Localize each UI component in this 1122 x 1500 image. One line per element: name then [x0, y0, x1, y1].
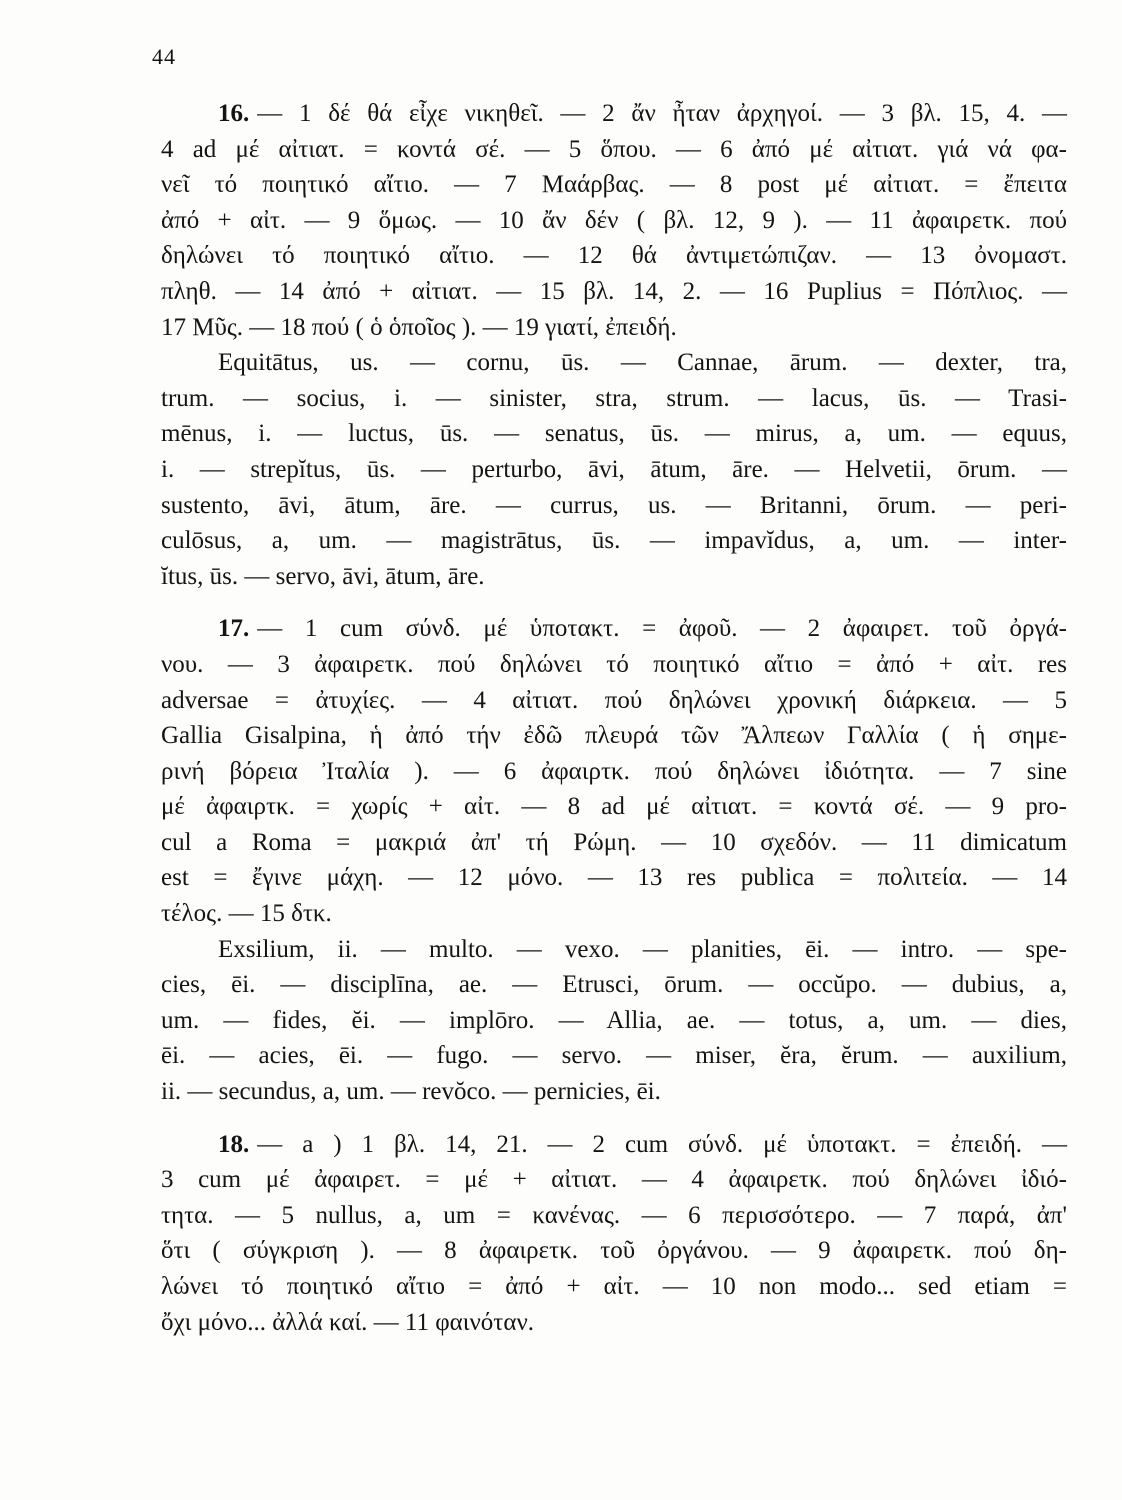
text-line: 17. — 1 cum σύνδ. μέ ὑποτακτ. = ἀφοῦ. — 2 ἀφαιρετ. τοῦ ὀργά- — [218, 615, 1067, 643]
section-gap — [161, 1110, 1067, 1127]
text-line: adversae = ἀτυχίες. — 4 αἰτιατ. πού δηλώνει χρονική διάρκεια. — 5 — [161, 686, 1067, 714]
vocab-line: i. — strepĭtus, ūs. — perturbo, āvi, ātum, āre. — Helvetii, ōrum. — — [161, 455, 1067, 483]
text-line: μέ ἀφαιρτκ. = χωρίς + αἰτ. — 8 ad μέ αἰτιατ. = κοντά σέ. — 9 pro- — [161, 793, 1067, 821]
vocab-line: ii. — secundus, a, um. — revŏco. — pernicies, ēi. — [161, 1078, 661, 1106]
text-line: ρινή βόρεια Ἰταλία ). — 6 ἀφαιρτκ. πού δηλώνει ἰδιότητα. — 7 sine — [161, 757, 1067, 785]
text-line: 4 ad μέ αἰτιατ. = κοντά σέ. — 5 ὅπου. — 6 ἀπό μέ αἰτιατ. γιά νά φα- — [161, 135, 1067, 163]
vocab-line: trum. — socius, i. — sinister, stra, strum. — lacus, ūs. — Trasi- — [161, 384, 1067, 412]
text-line: cul a Roma = μακριά ἀπ' τή Ρώμη. — 10 σχεδόν. — 11 dimicatum — [161, 828, 1067, 856]
vocab-line: culōsus, a, um. — magistrātus, ūs. — impavĭdus, a, um. — inter- — [161, 527, 1067, 555]
section-number: 17. — [218, 615, 250, 643]
vocab-line: Exsilium, ii. — multo. — vexo. — planities, ēi. — intro. — spe- — [218, 935, 1067, 963]
vocab-line: Equitātus, us. — cornu, ūs. — Cannae, ārum. — dexter, tra, — [218, 349, 1067, 377]
text-line: est = ἔγινε μάχη. — 12 μόνο. — 13 res publica = πολιτεία. — 14 — [161, 864, 1067, 892]
section-17 — [161, 611, 1067, 1109]
text-line: ἀπό + αἰτ. — 9 ὅμως. — 10 ἄν δέν ( βλ. 12, 9 ). — 11 ἀφαιρετκ. πού — [161, 206, 1067, 234]
text-line: τητα. — 5 nullus, a, um = κανένας. — 6 περισσότερο. — 7 παρά, ἀπ' — [161, 1201, 1067, 1229]
text-line: λώνει τό ποιητικό αἴτιο = ἀπό + αἰτ. — 10 non modo... sed etiam = — [161, 1273, 1067, 1300]
text-line: 3 cum μέ ἀφαιρετ. = μέ + αἰτιατ. — 4 ἀφαιρετκ. πού δηλώνει ἰδιό- — [161, 1166, 1067, 1194]
page-number: 44 — [152, 44, 176, 69]
section-18 — [161, 1127, 1067, 1341]
text-line: 17 Μῦς. — 18 πού ( ὁ ὁποῖος ). — 19 γιατί, ἐπειδή. — [161, 313, 677, 341]
text-line: νεῖ τό ποιητικό αἴτιο. — 7 Μαάρβας. — 8 post μέ αἰτιατ. = ἔπειτα — [161, 171, 1067, 199]
text-line: πληθ. — 14 ἀπό + αἰτιατ. — 15 βλ. 14, 2. — 16 Puplius = Πόπλιος. — — [161, 277, 1067, 305]
section-number: 18. — [218, 1130, 250, 1158]
vocab-line: sustento, āvi, ātum, āre. — currus, us. — Britanni, ōrum. — peri- — [161, 491, 1067, 519]
vocab-line: ĭtus, ūs. — servo, āvi, ātum, āre. — [161, 562, 485, 590]
vocab-line: um. — fides, ĕi. — implōro. — Allia, ae. — totus, a, um. — dies, — [161, 1006, 1067, 1034]
section-number: 16. — [218, 100, 250, 127]
text-line: 18. — a ) 1 βλ. 14, 21. — 2 cum σύνδ. μέ ὑποτακτ. = ἐπειδή. — — [218, 1130, 1067, 1158]
section-gap — [161, 594, 1067, 611]
text-line: δηλώνει τό ποιητικό αἴτιο. — 12 θά ἀντιμετώπιζαν. — 13 ὀνομαστ. — [161, 242, 1067, 270]
text-line: Gallia Gisalpina, ἡ ἀπό τήν ἐδῶ πλευρά τῶν Ἄλπεων Γαλλία ( ἡ σημε- — [161, 722, 1067, 750]
text-line: ὄχι μόνο... ἀλλά καί. — 11 φαινόταν. — [161, 1308, 534, 1336]
text-line: νου. — 3 ἀφαιρετκ. πού δηλώνει τό ποιητικό αἴτιο = ἀπό + αἰτ. res — [161, 650, 1067, 678]
text-line: 16. — 1 δέ θά εἶχε νικηθεῖ. — 2 ἄν ἦταν ἀρχηγοί. — 3 βλ. 15, 4. — — [218, 100, 1067, 127]
vocab-line: ēi. — acies, ēi. — fugo. — servo. — miser, ĕra, ĕrum. — auxilium, — [161, 1042, 1067, 1070]
text-line: ὅτι ( σύγκριση ). — 8 ἀφαιρετκ. τοῦ ὀργάνου. — 9 ἀφαιρετκ. πού δη- — [161, 1237, 1067, 1265]
page-body — [161, 96, 1067, 1340]
vocab-line: cies, ēi. — disciplīna, ae. — Etrusci, ōrum. — occŭpo. — dubius, a, — [161, 971, 1067, 999]
text-line: τέλος. — 15 δτκ. — [161, 900, 332, 928]
section-16 — [161, 96, 1067, 594]
vocab-line: mēnus, i. — luctus, ūs. — senatus, ūs. — mirus, a, um. — equus, — [161, 420, 1067, 448]
